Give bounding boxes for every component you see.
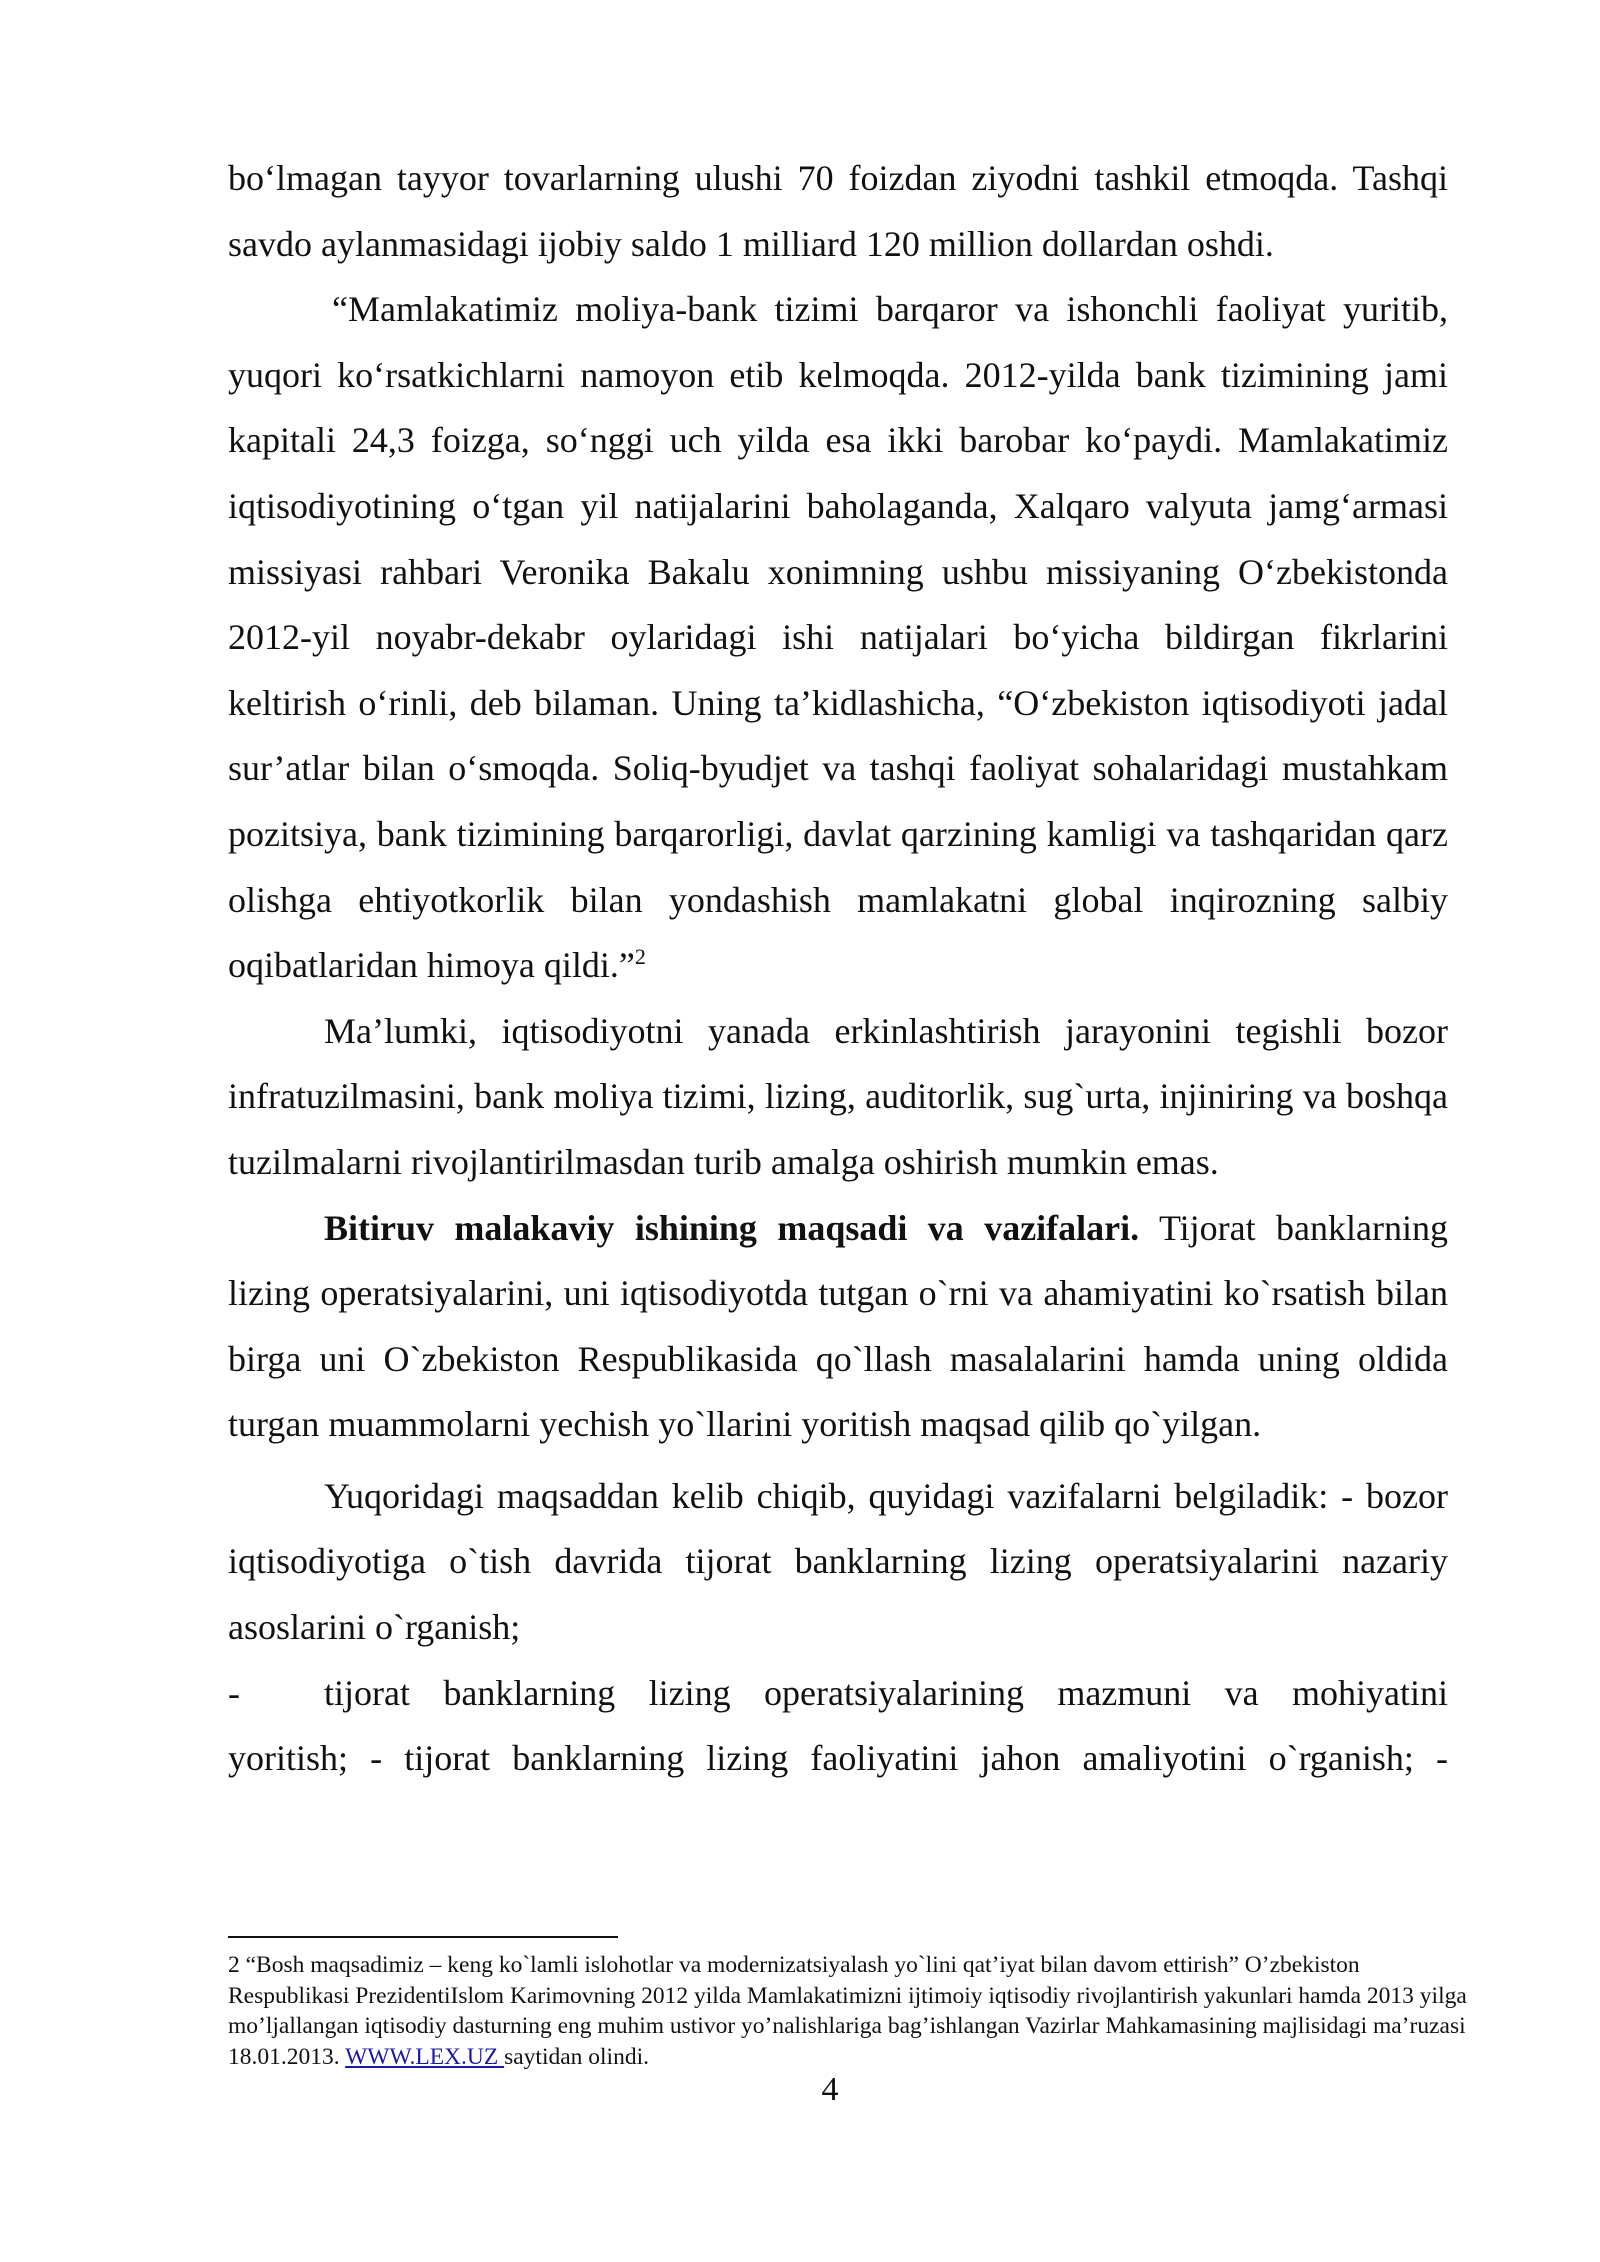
footnote-body xyxy=(228,1950,1468,2072)
paragraph-infrastructure: Ma’lumki, iqtisodiyotni yanada erkinlashtirish jarayonini tegishli bozor infratuzilmasini, bank moliya tizimi, lizing, auditorlik, sug`urta, injiniring va boshqa tuzilmalarni rivojlantirilmasdan turib amalga oshirish mumkin emas. xyxy=(228,1010,1448,1182)
footnote-suffix: saytidan olindi. xyxy=(504,2043,649,2070)
task-line-second: yoritish; - tijorat banklarning lizing faoliyatini jahon amaliyotini o`rganish; - xyxy=(228,1738,1448,1779)
footnote xyxy=(228,1950,1468,2072)
paragraph-quote xyxy=(228,277,1448,999)
task-item xyxy=(228,1661,1448,1727)
main-text xyxy=(228,146,1448,1792)
footnote-link[interactable]: WWW.LEX.UZ xyxy=(345,2043,505,2070)
footnote-text: 2 “Bosh maqsadimiz – keng ko`lamli islohotlar va modernizatsiyalash yo`lini qat’iyat bilan davom ettirish” O’zbekiston Respublikasi PrezidentiIslom Karimovning 2012 yilda Mamlakatimizni ijtimoiy iqtisodiy rivojlantirish yakunlari hamda 2013 yilga mo’ljallangan iqtisodiy dasturning eng muhim ustivor yo’nalishlariga bag’ishlangan Vazirlar Mahkamasining majlisidagi ma’ruzasi 18.01.2013. xyxy=(228,1952,1467,2070)
footnote-reference[interactable]: 2 xyxy=(634,944,646,970)
footnote-separator xyxy=(228,1936,618,1938)
paragraph-intro: bo‘lmagan tayyor tovarlarning ulushi 70 foizdan ziyodni tashkil etmoqda. Tashqi savdo aylanmasidagi ijobiy saldo 1 milliard 120 million dollardan oshdi. xyxy=(228,158,1448,264)
goals-text: Tijorat banklarning lizing operatsiyalarini, uni iqtisodiyotda tutgan o`rni va ahamiyatini ko`rsatish bilan birga uni O`zbekiston Respublikasida qo`llash masalalarini hamda uning oldida turgan muammolarni yechish yo`llarini yoritish maqsad qilib qo`yilgan. xyxy=(228,1207,1448,1445)
page-number: 4 xyxy=(821,2071,839,2108)
goals-heading: Bitiruv malakaviy ishining maqsadi va vazifalari. xyxy=(324,1207,1140,1248)
quote-text: “Mamlakatimiz moliya-bank tizimi barqaror va ishonchli faoliyat yuritib, yuqori ko‘rsatkichlarni namoyon etib kelmoqda. 2012-yilda bank tizimining jami kapitali 24,3 foizga, so‘nggi uch yilda esa ikki barobar ko‘paydi. Mamlakatimiz iqtisodiyotining o‘tgan yil natijalarini baholaganda, Xalqaro valyuta jamg‘armasi missiyasi rahbari Veronika Bakalu xonimning ushbu missiyaning O‘zbekistonda 2012-yil noyabr-dekabr oylaridagi ishi natijalari bo‘yicha bildirgan fikrlarini keltirish o‘rinli, deb bilaman. Uning ta’kidlashicha, “O‘zbekiston iqtisodiyoti jadal sur’atlar bilan o‘smoqda. Soliq-byudjet va tashqi faoliyat sohalaridagi mustahkam pozitsiya, bank tizimining barqarorligi, davlat qarzining kamligi va tashqaridan qarz olishga ehtiyotkorlik bilan yondashish mamlakatni global inqirozning salbiy oqibatlaridan himoya qildi.” xyxy=(228,289,1448,986)
paragraph-goals xyxy=(228,1196,1448,1458)
paragraph-tasks: Yuqoridagi maqsaddan kelib chiqib, quyidagi vazifalarni belgiladik: - bozor iqtisodiyotiga o`tish davrida tijorat banklarning lizing operatsiyalarini nazariy asoslarini o`rganish; xyxy=(228,1475,1448,1648)
task-line-first: tijorat banklarning lizing operatsiyalarining mazmuni va mohiyatini xyxy=(324,1672,1448,1713)
task-dash: - xyxy=(228,1672,240,1713)
